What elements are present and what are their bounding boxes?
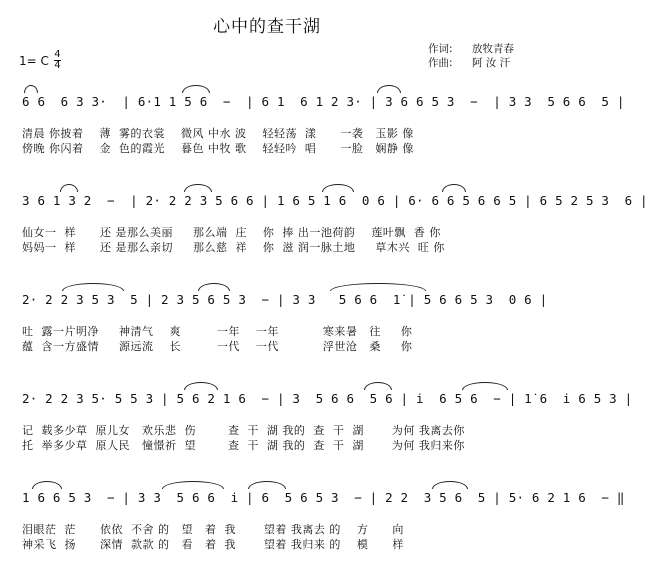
slur-mark [24, 85, 38, 93]
notation-line: 3 6 1 3 2 − | 2· 2 2 3 5 6 6 | 1 6 5 1 6 0 6 | 6· 6 6 5 6 6 5 | 6 5 2 5 3 6 | [22, 193, 648, 208]
lyric-line-verse-2: 托 举多少草 原人民 憧憬祈 望 查 干 湖 我的 查 干 湖 为何 我归来你 [22, 439, 465, 452]
slur-mark [182, 85, 210, 93]
slur-mark [32, 481, 62, 489]
credit-composer [428, 56, 514, 70]
key-signature [19, 50, 61, 71]
lyric-line-verse-2: 蕴 含一方盛情 源远流 长 一代 一代 浮世沧 桑 你 [22, 340, 413, 353]
slur-mark [198, 283, 230, 291]
time-signature-bottom: 4 [54, 60, 61, 71]
time-signature [54, 50, 61, 71]
credit-role: 作词: [428, 43, 453, 55]
slur-mark [462, 382, 508, 390]
lyric-line-verse-1: 泪眼茫 茫 依依 不舍 的 望 着 我 望着 我离去 的 方 向 [22, 523, 404, 536]
lyric-line-verse-1: 吐 露一片明净 神清气 爽 一年 一年 寒来暑 往 你 [22, 325, 413, 338]
slur-mark [248, 481, 286, 489]
song-title: 心中的查干湖 [213, 17, 321, 37]
lyric-line-verse-1: 记 载多少草 原儿女 欢乐悲 伤 查 干 湖 我的 查 干 湖 为何 我离去你 [22, 424, 465, 437]
slur-mark [442, 184, 466, 192]
time-signature-top: 4 [54, 49, 61, 60]
credit-name: 阿 汝 汗 [472, 57, 511, 69]
slur-mark [364, 382, 392, 390]
slur-mark [184, 382, 218, 390]
score-system-4 [22, 388, 633, 480]
lyric-line-verse-1: 清晨 你披着 薄 雾的衣裳 微风 中水 波 轻轻荡 漾 一袭 玉影 像 [22, 127, 414, 140]
slur-mark [162, 481, 224, 489]
slur-mark [184, 184, 212, 192]
slur-mark [60, 184, 78, 192]
notation-line: 6 6 6 3 3· | 6·1 1 5 6 − | 6 1 6 1 2 3· | 3 6 6 5 3 − | 3 3 5 6 6 5 | [22, 94, 625, 109]
score-system-3 [22, 289, 548, 381]
slur-mark [322, 184, 354, 192]
lyric-line-verse-2: 神采飞 扬 深情 款款 的 看 着 我 望着 我归来 的 模 样 [22, 538, 404, 551]
credit-name: 放牧青春 [472, 43, 514, 55]
slur-mark [377, 85, 401, 93]
score-system-2 [22, 190, 648, 282]
lyric-line-verse-2: 妈妈一 样 还 是那么亲切 那么慈 祥 你 滋 润一脉土地 草木兴 旺 你 [22, 241, 445, 254]
slur-mark [330, 283, 426, 291]
score-system-1 [22, 91, 625, 183]
slur-mark [62, 283, 124, 291]
score-system-5 [22, 487, 625, 579]
slur-mark [432, 481, 468, 489]
key-label: 1= C [19, 53, 49, 68]
lyric-line-verse-1: 仙女一 样 还 是那么美丽 那么端 庄 你 捧 出一池荷韵 莲叶飘 香 你 [22, 226, 441, 239]
credit-lyricist [428, 42, 514, 56]
lyric-line-verse-2: 傍晚 你闪着 金 色的霞光 暮色 中牧 歌 轻轻吟 唱 一脸 娴静 像 [22, 142, 414, 155]
notation-line: 2· 2 2 3 5 3 5 | 2 3 5 6 5 3 − | 3 3 5 6 6 1̇ | 5 6 6 5 3 0 6 | [22, 292, 548, 307]
credit-role: 作曲: [428, 57, 453, 69]
credits [428, 42, 514, 70]
notation-line: 2· 2 2 3 5· 5 5 3 | 5 6 2 1 6 − | 3 5 6 6 5 6 | i 6 5 6 − | 1̇ 6 i 6 5 3 | [22, 391, 633, 406]
notation-line: 1 6 6 5 3 − | 3 3 5 6 6 i | 6 5 6 5 3 − | 2 2 3 5 6 5 | 5· 6 2 1 6 − ‖ [22, 490, 625, 505]
